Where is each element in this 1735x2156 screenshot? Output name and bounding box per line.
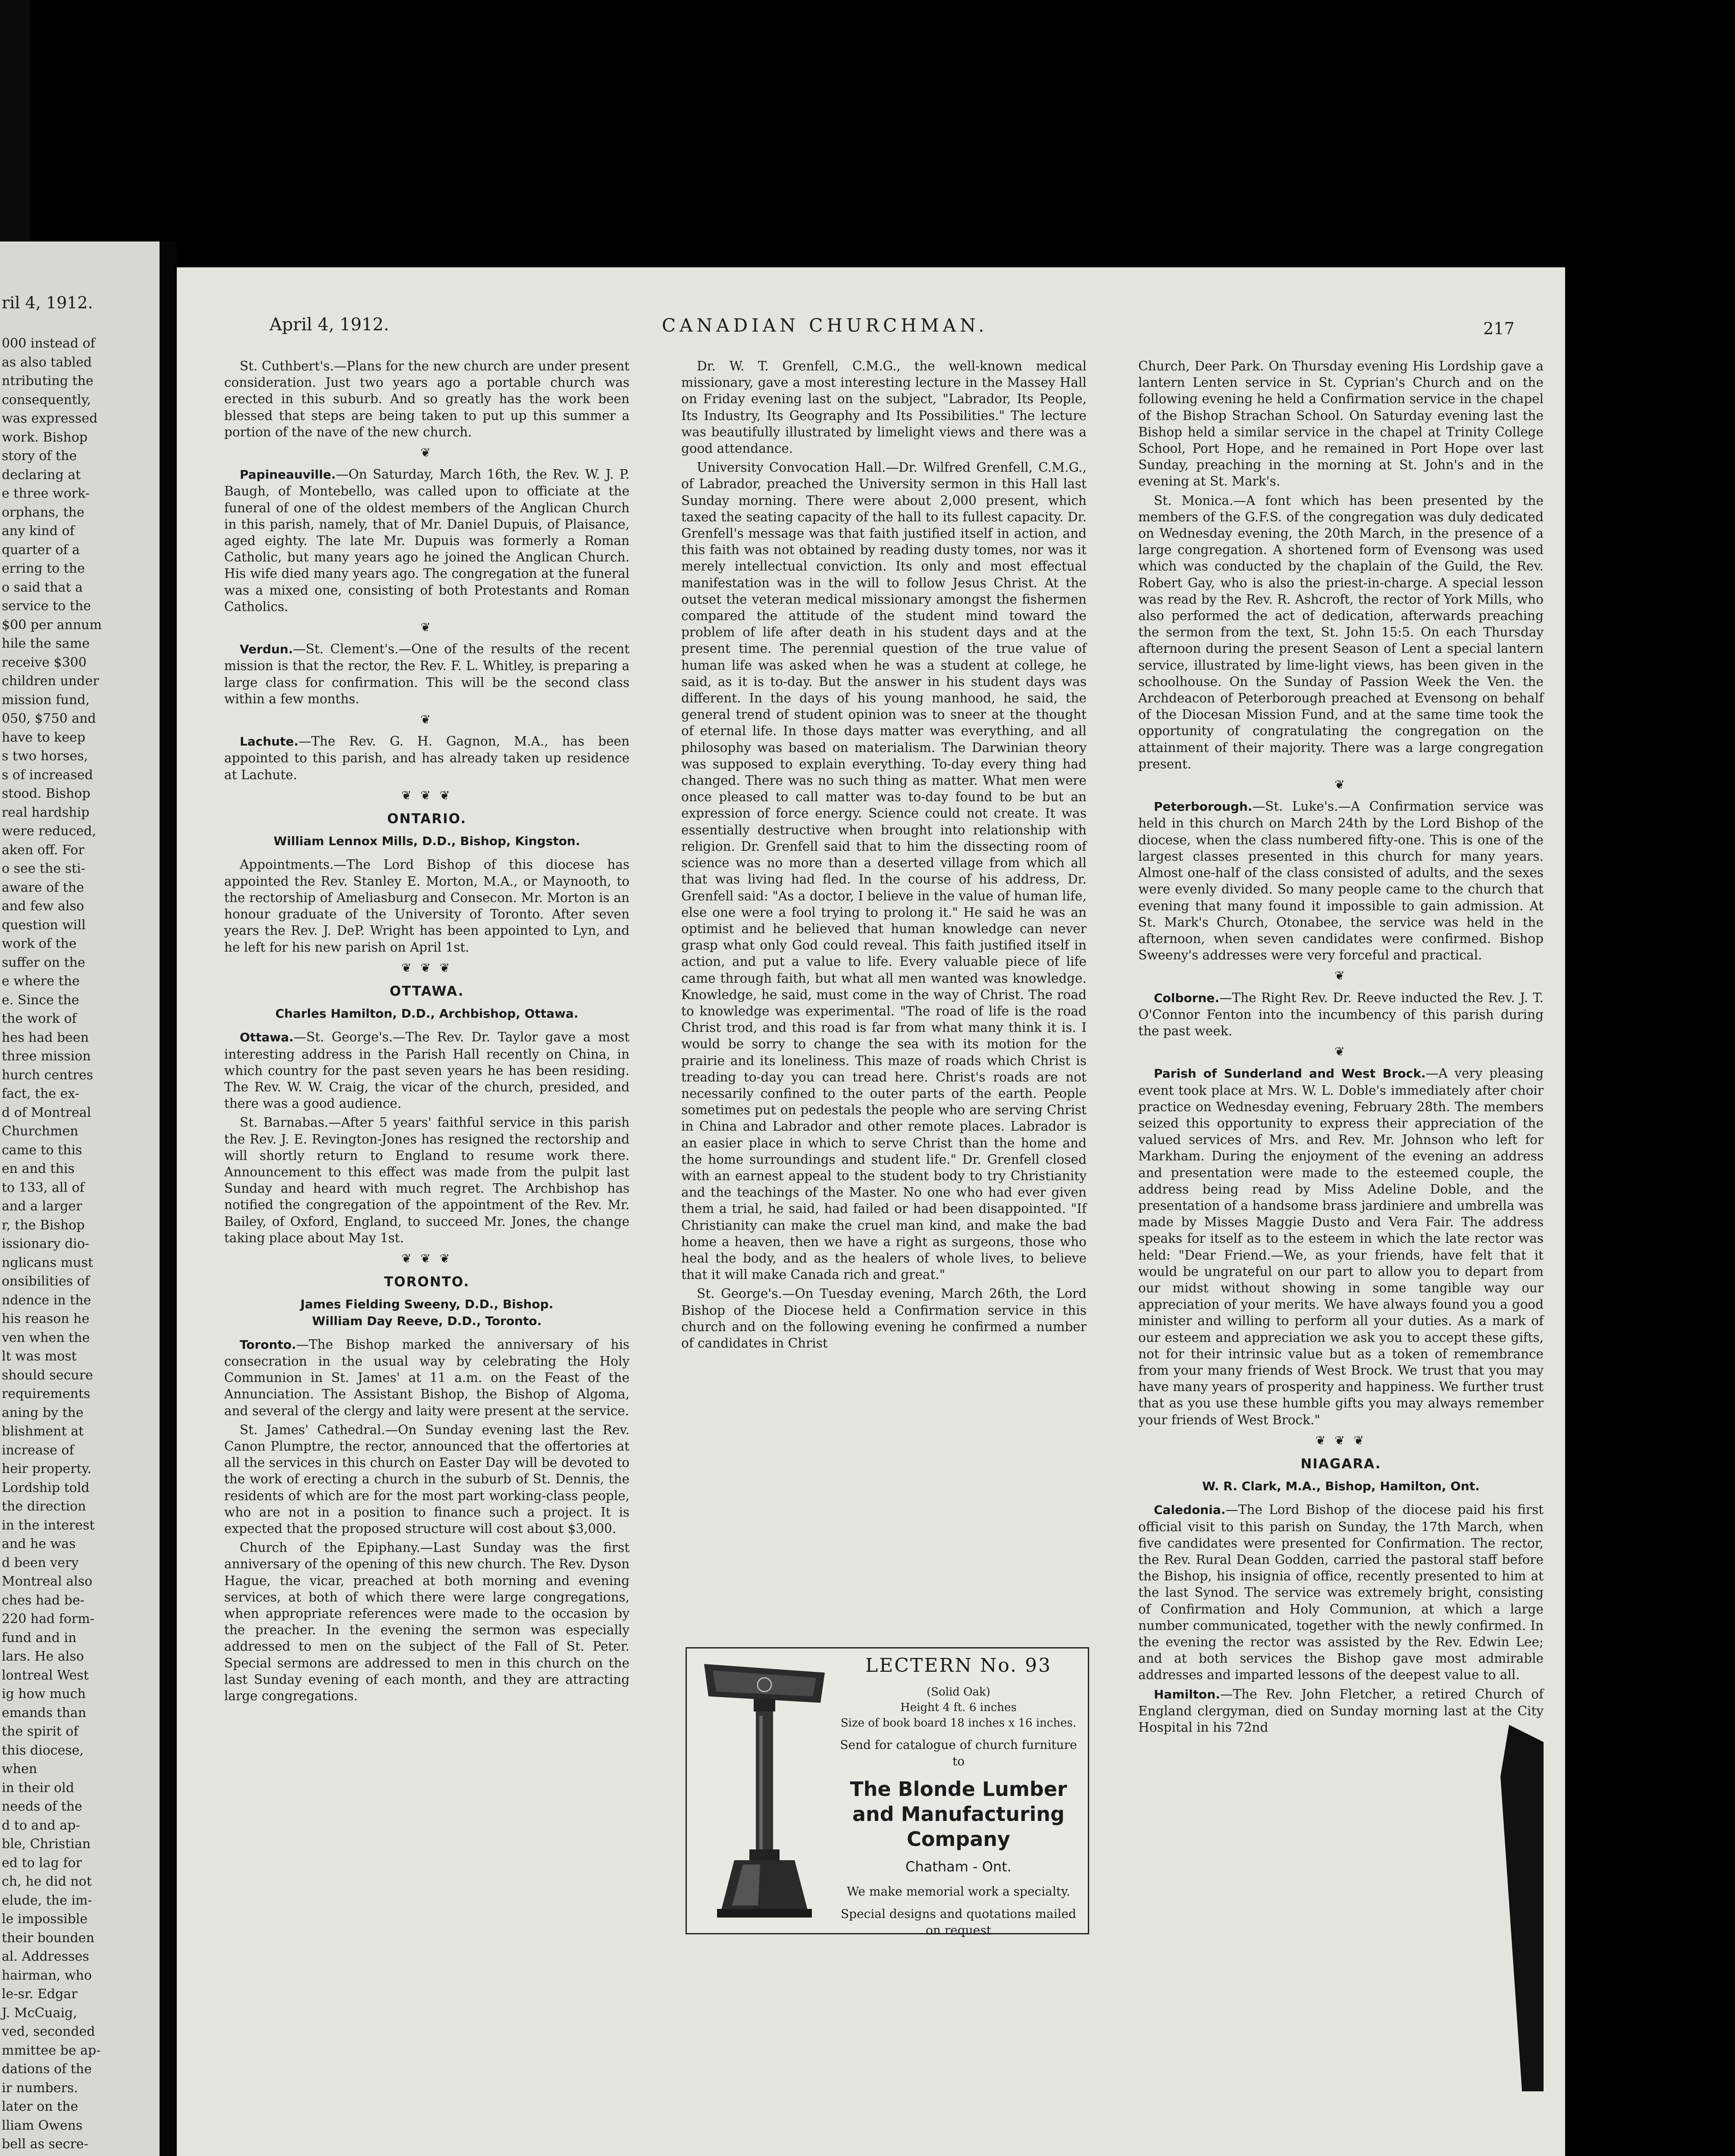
previous-page-line: d to and ap- bbox=[2, 1818, 80, 1833]
previous-page-line: ndence in the bbox=[2, 1292, 91, 1308]
previous-page-line: story of the bbox=[2, 448, 77, 464]
article-text: —St. Clement's.—One of the results of the recent mission is that the rector, the Rev. F. L. Whitley, is preparing a large class for confirmation. This will be the second class within a few months. bbox=[224, 642, 629, 706]
publication-title: CANADIAN CHURCHMAN. bbox=[662, 315, 988, 336]
article-peterborough bbox=[1138, 798, 1544, 963]
article-appointments: Appointments.—The Lord Bishop of this diocese has appointed the Rev. Stanley E. Morton, M.A., or Maynooth, to the rectorship of Ameliasburg and Consecon. Mr. Morton is an honour graduate of the University of Toronto. After seven years the Rev. J. DeP. Wright has been appointed to Lyn, and he left for his new parish on April 1st. bbox=[224, 857, 629, 955]
previous-page-line: hurch centres bbox=[2, 1067, 94, 1083]
previous-page-line: service to the bbox=[2, 599, 91, 614]
assistant-bishop-name: William Day Reeve, D.D., Toronto. bbox=[312, 1313, 542, 1328]
previous-page-line: and few also bbox=[2, 899, 84, 914]
previous-page-line: o said that a bbox=[2, 580, 83, 595]
previous-page-line: ig how much bbox=[2, 1686, 86, 1702]
previous-page-line: hile the same bbox=[2, 636, 90, 651]
column-1 bbox=[224, 358, 629, 1707]
place-name: Peterborough. bbox=[1154, 799, 1253, 814]
article-convocation-hall: University Convocation Hall.—Dr. Wilfred Grenfell, C.M.G., of Labrador, preached the University sermon in this Hall last Sunday morning. There were about 2,000 present, which taxed the seating capacity of the hall to its fullest capacity. Dr. Grenfell's message was that faith justified itself in action, and this faith was not obtained by reading dusty tomes, nor was it merely intellectual conviction. Its only and most effectual manifestation was in the will to follow Jesus Christ. At the outset the veteran medical missionary amongst the fishermen compared the attitude of the student mind toward the problem of life after death in his student days and at the present time. The perennial question of the true value of human life was asked when he was a student at college, he said, as it is to-day. But the answer in his student days was different. In the days of his young manhood, he said, the general trend of student opinion was to sneer at the thought of eternal life. In those days matter was everything, and all philosophy was based on materialism. The Darwinian theory was supposed to explain everything. To-day every thing had changed. There was no such thing as matter. What men were once pleased to call matter was to-day found to be but an expression of force energy. Science could not create. It was essentially destructive when brought into relationship with religion. Dr. Grenfell said that to him the dissecting room of science was no more than a deserted village from which all that was living had fled. In the course of his address, Dr. Grenfell said: "As a doctor, I believe in the value of human life, else one were a fool trying to prolong it." He said he was an optimist and he believed that human knowledge can never grasp what only God could reveal. This faith justified itself in action, and put a value to life. Every valuable piece of life came through faith, but what all men wanted was knowledge. Knowledge, he said, must come in the way of Christ. The road to knowledge was experimental. "The road of life is the road Christ trod, and this road is far from what many think it is. I would be sorry to change the sea with its motion for the prairie and its loneliness. This maze of roads which Christ is treading to-day you can tread here. Christ's roads are not necessarily confined to the outer parts of the earth. People sometimes put on pedestals the people who are serving Christ in China and Labrador and other remote places. Labrador is an easier place in which to serve Christ than the home and the home surroundings and student life." Dr. Grenfell closed with an earnest appeal to the student body to try Christianity and the teachings of the Master. No one who had ever given them a trial, he said, had failed or had been disappointed. "If Christianity can make the cruel man kind, and make the bad home a heaven, then we have a right as surgeons, those who heal the body, and as the healers of whole lives, to believe that it will make Canada rich and great." bbox=[681, 460, 1087, 1282]
previous-page-line: his reason he bbox=[2, 1311, 90, 1326]
column-2 bbox=[681, 358, 1087, 1354]
place-name: Lachute. bbox=[240, 734, 299, 749]
previous-page-line: ches had be- bbox=[2, 1592, 85, 1608]
previous-page-line: ch, he did not bbox=[2, 1874, 92, 1889]
previous-page-line: orphans, the bbox=[2, 505, 85, 520]
previous-page-line: heir property. bbox=[2, 1461, 92, 1476]
previous-page-line: 000 instead of bbox=[2, 336, 95, 351]
article-text: —The Rev. G. H. Gagnon, M.A., has been appointed to this parish, and has already taken up residence at Lachute. bbox=[224, 734, 629, 782]
previous-page-line: their bounden bbox=[2, 1930, 94, 1946]
previous-page-line: later on the bbox=[2, 2099, 78, 2114]
previous-page-line: ir numbers. bbox=[2, 2080, 78, 2096]
previous-page-date: ril 4, 1912. bbox=[2, 293, 93, 312]
section-heading-toronto: TORONTO. bbox=[384, 1274, 470, 1290]
place-name: Hamilton. bbox=[1154, 1687, 1220, 1702]
previous-page-text bbox=[2, 334, 140, 2156]
article-text: —A very pleasing event took place at Mrs. W. L. Doble's immediately after choir practice on Wednesday evening, February 28th. The members seized this opportunity to express their appreciation of the valued services of Mrs. and Rev. Mr. Johnson who left for Markham. During the enjoyment of the evening an address and presentation were made to the esteemed couple, the address being read by Miss Adeline Doble, and the presentation of a handsome brass jardiniere and umbrella was made by Misses Maggie Dusto and Vera Fair. The address speaks for itself as to the esteem in which the late rector was held: "Dear Friend.—We, as your friends, have felt that it would be ungrateful on our part to allow you to depart from our midst without showing in some tangible way our appreciation of your merits. We have always found you a good minister and willing to perform all your duties. As a mark of our esteem and appreciation we ask you to accept these gifts, not for their intrinsic value but as a token of remembrance from your many friends of West Brock. We trust that you may have many years of prosperity and happiness. We further trust that as you use these humble gifts you may always remember your friends of West Brock." bbox=[1138, 1066, 1544, 1427]
previous-page-line: mmittee be ap- bbox=[2, 2043, 101, 2058]
article-text: —The Bishop marked the anniversary of his consecration in the usual way by celebrating the Holy Communion in St. James' at 11 a.m. on the Feast of the Annunciation. The Assistant Bishop, the Bishop of Algoma, and several of the clergy and laity were present at the service. bbox=[224, 1337, 629, 1418]
advertisement-text bbox=[833, 1655, 1084, 1939]
previous-page-fragment bbox=[0, 241, 160, 2156]
ad-location: Chatham - Ont. bbox=[905, 1858, 1012, 1875]
article-text: —The Lord Bishop of the diocese paid his first official visit to this parish on Sunday, the 17th March, when five candidates were presented for Confirmation. The rector, the Rev. Rural Dean Godden, carried the pastoral staff before the Bishop, his insignia of office, recently presented to him at the last Synod. The service was extremely bright, consisting of Confirmation and Holy Communion, at which a large number communicated, together with the newly confirmed. In the evening the rector was assisted by the Rev. Edwin Lee; and at both services the Bishop gave most admirable addresses and imparted lessons of the deepest value to all. bbox=[1138, 1502, 1544, 1683]
place-name: Caledonia. bbox=[1154, 1503, 1226, 1517]
previous-page-line: ven when the bbox=[2, 1330, 90, 1345]
previous-page-line: emands than bbox=[2, 1705, 87, 1720]
section-heading-ottawa: OTTAWA. bbox=[389, 983, 464, 999]
ornament-icon: ❦ bbox=[1334, 777, 1347, 792]
ad-catalogue: Send for catalogue of church furniture to bbox=[840, 1738, 1077, 1768]
previous-page-line: the work of bbox=[2, 1011, 77, 1026]
previous-page-line: elude, the im- bbox=[2, 1893, 92, 1908]
previous-page-line: increase of bbox=[2, 1442, 74, 1458]
ad-height: Height 4 ft. 6 inches bbox=[900, 1701, 1017, 1714]
article-text: —St. George's.—The Rev. Dr. Taylor gave a most interesting address in the Parish Hall recently on China, in which country for the past seven years he has been residing. The Rev. W. W. Craig, the vicar of the church, presided, and there was a good audience. bbox=[224, 1030, 629, 1111]
previous-page-line: J. McCuaig, bbox=[2, 2005, 77, 2021]
ad-memorial: We make memorial work a specialty. bbox=[846, 1884, 1071, 1899]
previous-page-line: needs of the bbox=[2, 1799, 82, 1814]
diocese-bishop-line: W. R. Clark, M.A., Bishop, Hamilton, Ont. bbox=[1202, 1479, 1480, 1494]
previous-page-line: d been very bbox=[2, 1555, 79, 1570]
bishop-name: James Fielding Sweeny, D.D., Bishop. bbox=[300, 1297, 554, 1312]
previous-page-line: ved, seconded bbox=[2, 2024, 95, 2039]
previous-page-line: the spirit of bbox=[2, 1724, 78, 1739]
page-pointer-shadow bbox=[1492, 1725, 1544, 2091]
previous-page-line: Montreal also bbox=[2, 1574, 93, 1589]
previous-page-line: should secure bbox=[2, 1367, 93, 1383]
previous-page-line: 050, $750 and bbox=[2, 711, 96, 726]
previous-page-line: r, the Bishop bbox=[2, 1217, 85, 1233]
ad-designs: Special designs and quotations mailed on request bbox=[840, 1907, 1077, 1937]
article-deer-park: Church, Deer Park. On Thursday evening His Lordship gave a lantern Lenten service in St. Cyprian's Church and on the following evening he held a Confirmation service in the chapel of the Bishop Strachan School. On Saturday evening last the Bishop held a similar service in the chapel at Trinity College School, Port Hope, and he remained in Port Hope over last Sunday, preaching in the morning at St. John's and in the evening at St. Mark's. bbox=[1138, 359, 1544, 489]
previous-page-line: and a larger bbox=[2, 1199, 82, 1214]
ornament-icon: ❦ ❦ ❦ bbox=[1315, 1433, 1367, 1448]
article-grenfell-lecture: Dr. W. T. Grenfell, C.M.G., the well-known medical missionary, gave a most interesting lecture in the Massey Hall on Friday evening last on the subject, "Labrador, Its People, Its Industry, Its Geography and Its Possibilities." The lecture was beautifully illustrated by limelight views and there was a good attendance. bbox=[681, 359, 1087, 456]
previous-page-line: nglicans must bbox=[2, 1255, 93, 1270]
previous-page-line: stood. Bishop bbox=[2, 786, 91, 801]
article-verdun bbox=[224, 641, 629, 707]
ornament-icon: ❦ ❦ ❦ bbox=[401, 960, 453, 975]
article-papineauville bbox=[224, 466, 629, 615]
previous-page-line: ble, Christian bbox=[2, 1836, 91, 1852]
ornament-icon: ❦ bbox=[420, 620, 433, 635]
previous-page-line: aware of the bbox=[2, 880, 84, 895]
previous-page-line: le-sr. Edgar bbox=[2, 1987, 78, 2002]
previous-page-line: any kind of bbox=[2, 523, 75, 539]
place-name: Papineauville. bbox=[240, 467, 336, 482]
previous-page-line: aning by the bbox=[2, 1405, 84, 1420]
previous-page-line: work. Bishop bbox=[2, 429, 88, 445]
ad-material: (Solid Oak) bbox=[927, 1686, 990, 1698]
previous-page-line: fund and in bbox=[2, 1630, 77, 1645]
article-ottawa bbox=[224, 1029, 629, 1112]
ornament-icon: ❦ bbox=[420, 712, 433, 727]
previous-page-line: consequently, bbox=[2, 392, 91, 407]
previous-page-line: fact, the ex- bbox=[2, 1086, 79, 1101]
ornament-icon: ❦ bbox=[420, 445, 433, 460]
previous-page-line: ntributing the bbox=[2, 373, 94, 389]
place-name: Ottawa. bbox=[240, 1030, 294, 1045]
previous-page-line: have to keep bbox=[2, 730, 85, 745]
previous-page-line: hes had been bbox=[2, 1030, 89, 1045]
previous-page-line: three mission bbox=[2, 1049, 91, 1064]
previous-page-line: mission fund, bbox=[2, 692, 90, 708]
article-epiphany: Church of the Epiphany.—Last Sunday was the first anniversary of the opening of this new church. The Rev. Dyson Hague, the vicar, preached at both morning and evening services, at both of which there were large congregations, when appropriate references were made to the occasion by the preacher. In the evening the sermon was especially addressed to men on the subject of the Fall of St. Peter. Special sermons are addressed to men in this church on the last Sunday evening of each month, and they are attracting large congregations. bbox=[224, 1540, 629, 1704]
previous-page-line: the direction bbox=[2, 1499, 86, 1514]
previous-page-line: requirements bbox=[2, 1386, 91, 1401]
diocese-bishop-line: Charles Hamilton, D.D., Archbishop, Ottawa. bbox=[275, 1006, 579, 1021]
ad-title: LECTERN No. 93 bbox=[865, 1655, 1052, 1677]
previous-page-line: question will bbox=[2, 917, 86, 933]
previous-page-line: 220 had form- bbox=[2, 1611, 94, 1626]
previous-page-line: lars. He also bbox=[2, 1649, 84, 1664]
previous-page-line: lt was most bbox=[2, 1349, 77, 1364]
previous-page-line: suffer on the bbox=[2, 955, 85, 970]
previous-page-line: le impossible bbox=[2, 1912, 88, 1927]
article-text: —St. Luke's.—A Confirmation service was held in this church on March 24th by the Lord Bishop of the diocese, when the class numbered fifty-one. This is one of the largest classes presented in this church for many years. Almost one-half of the class consisted of adults, and the sexes were evenly divided. So many people came to the church that evening that many found it impossible to gain admission. At St. Mark's Church, Otonabee, the service was held in the afternoon, when seven candidates were confirmed. Bishop Sweeny's addresses were very forceful and practical. bbox=[1138, 799, 1544, 963]
article-text: —On Saturday, March 16th, the Rev. W. J. P. Baugh, of Montebello, was called upon to officiate at the funeral of one of the oldest members of the Anglican Church in this parish, namely, that of Mr. Daniel Dupuis, of Plaisance, aged eighty. The late Mr. Dupuis was formerly a Roman Catholic, but many years ago he joined the Anglican Church. His wife died many years ago. The congregation at the funeral was a mixed one, consisting of both Protestants and Roman Catholics. bbox=[224, 467, 629, 614]
previous-page-line: this diocese, bbox=[2, 1742, 84, 1758]
previous-page-line: declaring at bbox=[2, 467, 81, 483]
article-lachute bbox=[224, 733, 629, 783]
diocese-bishop-line bbox=[224, 1296, 629, 1329]
section-heading-ontario: ONTARIO. bbox=[387, 811, 467, 827]
previous-page-line: lontreal West bbox=[2, 1667, 89, 1683]
previous-page-line: $00 per annum bbox=[2, 617, 102, 633]
previous-page-line: lliam Owens bbox=[2, 2118, 83, 2133]
previous-page-line: to 133, all of bbox=[2, 1180, 85, 1195]
place-name: Parish of Sunderland and West Brock. bbox=[1154, 1066, 1426, 1081]
article-text: —The Right Rev. Dr. Reeve inducted the Rev. J. T. O'Connor Fenton into the incumbency of this parish during the past week. bbox=[1138, 990, 1544, 1038]
page-date: April 4, 1912. bbox=[269, 315, 389, 335]
previous-page-line: s of increased bbox=[2, 767, 93, 783]
page-number: 217 bbox=[1483, 319, 1515, 338]
diocese-bishop-line: William Lennox Mills, D.D., Bishop, Kingston. bbox=[273, 834, 580, 849]
previous-page-line: quarter of a bbox=[2, 542, 80, 558]
ornament-icon: ❦ ❦ ❦ bbox=[401, 788, 453, 802]
previous-page-line: came to this bbox=[2, 1142, 82, 1158]
article-text: —The Rev. John Fletcher, a retired Church of England clergyman, died on Sunday morning last at the City Hospital in his 72nd bbox=[1138, 1686, 1544, 1735]
previous-page-line: children under bbox=[2, 674, 99, 689]
previous-page-line: e. Since the bbox=[2, 992, 79, 1008]
previous-page-line: e three work- bbox=[2, 486, 90, 501]
previous-page-line: hairman, who bbox=[2, 1968, 92, 1983]
previous-page-line: en and this bbox=[2, 1161, 75, 1176]
lectern-illustration bbox=[695, 1655, 833, 1923]
place-name: Verdun. bbox=[240, 642, 293, 657]
previous-page-line: as also tabled bbox=[2, 354, 92, 370]
ornament-icon: ❦ ❦ ❦ bbox=[401, 1251, 453, 1266]
newspaper-page bbox=[177, 267, 1565, 2156]
ornament-icon: ❦ bbox=[1334, 1044, 1347, 1059]
previous-page-line: work of the bbox=[2, 936, 77, 951]
lectern-advertisement bbox=[686, 1647, 1089, 1937]
previous-page-line: s two horses, bbox=[2, 749, 88, 764]
previous-page-line: and he was bbox=[2, 1536, 76, 1551]
previous-page-line: were reduced, bbox=[2, 824, 96, 839]
article-st-monica: St. Monica.—A font which has been presented by the members of the G.F.S. of the congregation was duly dedicated on Wednesday evening, the 20th March, in the presence of a large congregation. A shortened form of Evensong was used which was conducted by the chaplain of the Guild, the Rev. Robert Gay, who is also the priest-in-charge. A special lesson was read by the Rev. R. Ashcroft, the rector of York Mills, who also performed the act of dedication, afterwards preaching the sermon from the text, St. John 15:5. On each Thursday afternoon during the present Season of Lent a special lantern service, illustrated by lime-light views, has been given in the schoolhouse. On the Sunday of Passion Week the Ven. the Archdeacon of Peterborough preached at Evensong on behalf of the Diocesan Mission Fund, and at the same time took the opportunity of congratulating the congregation on the attainment of their majority. There was a large congregation present. bbox=[1138, 493, 1544, 771]
previous-page-line: in the interest bbox=[2, 1517, 95, 1533]
article-colborne bbox=[1138, 990, 1544, 1040]
article-toronto bbox=[224, 1336, 629, 1419]
article-st-james: St. James' Cathedral.—On Sunday evening last the Rev. Canon Plumptre, the rector, announced that the offertories at all the services in this church on Easter Day will be devoted to the work of erecting a church in the suburb of St. Dennis, the residents of which are for the most part working-class people, who are not in a position to finance such a project. It is expected that the proposed structure will cost about $3,000. bbox=[224, 1422, 629, 1536]
article-caledonia bbox=[1138, 1501, 1544, 1683]
article-st-cuthberts: St. Cuthbert's.—Plans for the new church are under present consideration. Just two years ago a portable church was erected in this suburb. And so greatly has the work been blessed that steps are being taken to put up this summer a portion of the nave of the new church. bbox=[224, 359, 629, 439]
previous-page-line: onsibilities of bbox=[2, 1274, 90, 1289]
previous-page-line bbox=[2, 2154, 140, 2156]
previous-page-line: e where the bbox=[2, 974, 80, 989]
article-st-barnabas: St. Barnabas.—After 5 years' faithful service in this parish the Rev. J. E. Revington-Jones has resigned the rectorship and will shortly return to England to resume work there. Announcement to this effect was made from the pulpit last Sunday and heard with much regret. The Archbishop has notified the congregation of the appointment of the Rev. Mr. Bailey, of Oxford, England, to succeed Mr. Jones, the change taking place about May 1st. bbox=[224, 1115, 629, 1245]
previous-page-line: dations of the bbox=[2, 2062, 92, 2077]
previous-page-line: receive $300 bbox=[2, 655, 87, 670]
section-heading-niagara: NIAGARA. bbox=[1300, 1456, 1381, 1472]
previous-page-line: when bbox=[2, 1761, 38, 1777]
article-hamilton bbox=[1138, 1686, 1544, 1736]
place-name: Colborne. bbox=[1154, 990, 1220, 1005]
previous-page-line: Churchmen bbox=[2, 1124, 78, 1139]
previous-page-line: blishment at bbox=[2, 1424, 84, 1439]
previous-page-line: bell as secre- bbox=[2, 2137, 88, 2152]
previous-page-line: aken off. For bbox=[2, 842, 85, 858]
previous-page-line: erring to the bbox=[2, 561, 85, 576]
previous-page-line: al. Addresses bbox=[2, 1949, 89, 1964]
place-name: Toronto. bbox=[240, 1337, 296, 1352]
previous-page-line: real hardship bbox=[2, 805, 90, 820]
ad-company-name: The Blonde Lumber and Manufacturing Company bbox=[850, 1777, 1067, 1851]
previous-page-line: ed to lag for bbox=[2, 1855, 82, 1871]
previous-page-line: in their old bbox=[2, 1780, 74, 1796]
ad-book-board: Size of book board 18 inches x 16 inches. bbox=[840, 1717, 1077, 1730]
previous-page-line: Lordship told bbox=[2, 1480, 90, 1495]
binding-gutter bbox=[160, 241, 177, 2156]
ornament-icon: ❦ bbox=[1334, 968, 1347, 983]
previous-page-line: d of Montreal bbox=[2, 1105, 91, 1120]
previous-page-line: o see the sti- bbox=[2, 861, 85, 876]
previous-page-line: was expressed bbox=[2, 411, 98, 426]
article-st-georges: St. George's.—On Tuesday evening, March 26th, the Lord Bishop of the Diocese held a Confirmation service in this church and on the following evening he confirmed a number of candidates in Christ bbox=[681, 1286, 1087, 1351]
article-sunderland bbox=[1138, 1065, 1544, 1428]
previous-page-line: issionary dio- bbox=[2, 1236, 90, 1251]
column-3 bbox=[1138, 358, 1544, 1738]
